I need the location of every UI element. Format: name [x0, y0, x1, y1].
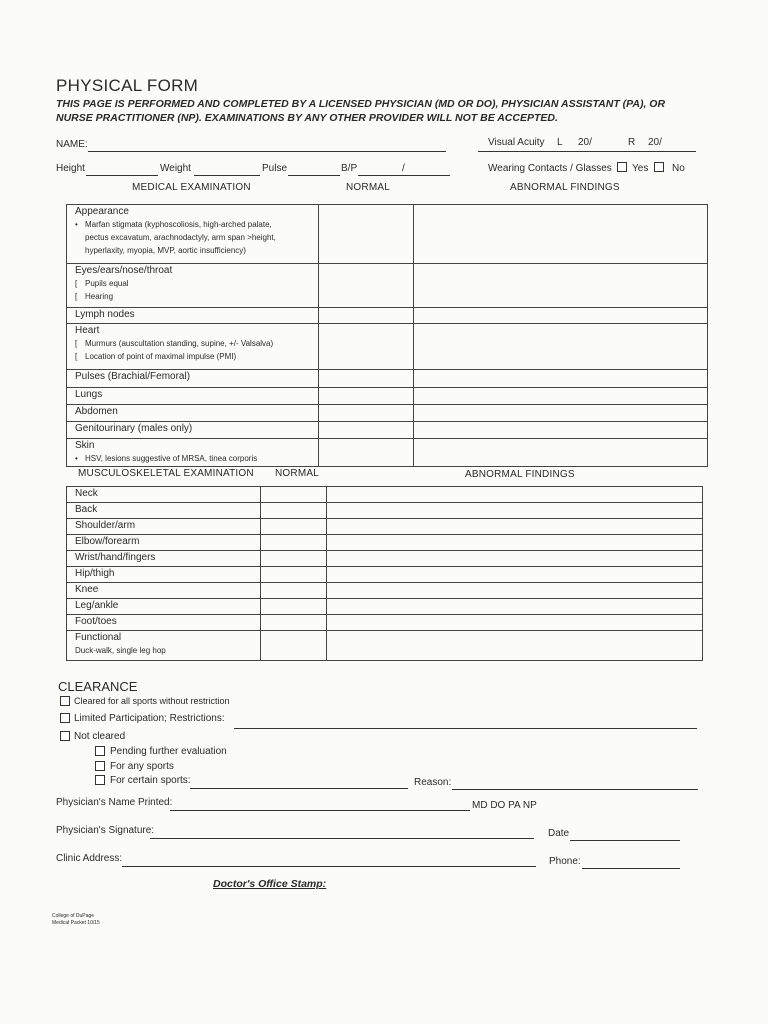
pulse-label: Pulse: [262, 163, 288, 174]
exam-label: Abdomen: [75, 406, 118, 417]
exam-item-appearance: Appearance • Marfan stigmata (kyphoscoliosis, high-arched palate, pectus excavatum, arachnodactyly, arm span >height, hyperlaxity, myopia, MVP, aortic insufficiency): [67, 205, 319, 264]
exam-label: Back: [75, 504, 98, 515]
normal-cell[interactable]: [261, 551, 327, 567]
abnormal-findings-cell[interactable]: [414, 308, 708, 324]
medical-exam-header: MEDICAL EXAMINATION: [132, 182, 251, 193]
musculo-exam-header: MUSCULOSKELETAL EXAMINATION: [78, 468, 254, 479]
exam-item-heart: Heart [ Murmurs (auscultation standing, supine, +/- Valsalva) [ Location of point of maximal impulse (PMI): [67, 324, 319, 370]
exam-item-functional: [67, 631, 261, 661]
exam-label: Lungs: [75, 389, 103, 400]
table-row: [67, 631, 703, 661]
exam-label: Functional: [75, 632, 122, 643]
restrictions-field[interactable]: [234, 728, 697, 729]
exam-sub-item: pectus excavatum, arachnodactyly, arm span >height,: [85, 233, 276, 242]
table-row: [67, 519, 703, 535]
bp-field[interactable]: [358, 175, 450, 176]
table-row: [67, 205, 708, 264]
exam-label: Neck: [75, 488, 98, 499]
exam-item-lymph-nodes: [67, 308, 319, 324]
exam-label: Eyes/ears/nose/throat: [75, 265, 173, 276]
pulse-field[interactable]: [288, 175, 340, 176]
table-row: [67, 535, 703, 551]
normal-cell[interactable]: [261, 535, 327, 551]
normal-cell[interactable]: [261, 487, 327, 503]
table-row: [67, 439, 708, 467]
normal-cell[interactable]: [261, 583, 327, 599]
exam-item-musculo: [67, 519, 261, 535]
exam-item-musculo: [67, 535, 261, 551]
medical-exam-table: [66, 204, 708, 467]
exam-sub-item: HSV, lesions suggestive of MRSA, tinea corporis: [85, 454, 258, 463]
exam-sub-item: Murmurs (auscultation standing, supine, +/- Valsalva): [85, 339, 274, 348]
date-label: Date: [548, 828, 570, 839]
normal-cell[interactable]: [319, 422, 414, 439]
name-label: NAME:: [56, 139, 88, 150]
table-row: [67, 388, 708, 405]
exam-item-eent: Eyes/ears/nose/throat [ Pupils equal [ Hearing: [67, 264, 319, 308]
abnormal-findings-cell[interactable]: [327, 583, 703, 599]
table-row: [67, 615, 703, 631]
pending-evaluation-checkbox[interactable]: [95, 746, 105, 756]
musculo-abnormal-header: ABNORMAL FINDINGS: [465, 469, 575, 480]
clinic-address-field[interactable]: [122, 866, 536, 867]
exam-item-musculo: [67, 551, 261, 567]
phone-label: Phone:: [549, 856, 581, 867]
limited-participation-label: Limited Participation; Restrictions:: [74, 713, 225, 724]
exam-label: Pulses (Brachial/Femoral): [75, 371, 191, 382]
musculo-exam-table: [66, 486, 703, 661]
abnormal-findings-cell[interactable]: [414, 370, 708, 388]
exam-sub-item: hyperlaxity, myopia, MVP, aortic insufficiency): [85, 246, 246, 255]
abnormal-findings-cell[interactable]: [327, 535, 703, 551]
normal-cell[interactable]: [261, 503, 327, 519]
contacts-yes-label: Yes: [632, 163, 649, 174]
physician-name-label: Physician's Name Printed:: [56, 797, 173, 808]
name-field[interactable]: [88, 151, 446, 152]
exam-label: Lymph nodes: [75, 309, 135, 320]
abnormal-findings-cell[interactable]: [327, 567, 703, 583]
visual-acuity-left-label: L: [557, 137, 563, 148]
exam-label: Elbow/forearm: [75, 536, 140, 547]
exam-item-genitourinary: [67, 422, 319, 439]
abnormal-findings-cell[interactable]: [414, 205, 708, 264]
office-stamp-label: Doctor's Office Stamp:: [213, 878, 327, 890]
exam-item-pulses: [67, 370, 319, 388]
normal-cell[interactable]: [319, 405, 414, 422]
phone-field[interactable]: [582, 868, 680, 869]
abnormal-findings-cell[interactable]: [414, 405, 708, 422]
visual-acuity-label: Visual Acuity: [488, 137, 545, 148]
abnormal-findings-cell[interactable]: [414, 324, 708, 370]
clearance-title: CLEARANCE: [58, 679, 138, 694]
weight-field[interactable]: [194, 175, 260, 176]
normal-cell[interactable]: [319, 264, 414, 308]
table-row: [67, 567, 703, 583]
any-sports-checkbox[interactable]: [95, 761, 105, 771]
exam-item-abdomen: [67, 405, 319, 422]
physician-name-field[interactable]: [170, 810, 470, 811]
certain-sports-label: For certain sports:: [110, 775, 191, 786]
visual-acuity-right-label: R: [628, 137, 636, 148]
exam-sub-item: Marfan stigmata (kyphoscoliosis, high-arched palate,: [85, 220, 272, 229]
musculo-normal-header: NORMAL: [275, 468, 319, 479]
certain-sports-checkbox[interactable]: [95, 775, 105, 785]
abnormal-findings-cell[interactable]: [414, 388, 708, 405]
exam-label: Shoulder/arm: [75, 520, 136, 531]
exam-item-musculo: [67, 615, 261, 631]
bp-label: B/P: [341, 163, 358, 174]
clinic-address-label: Clinic Address:: [56, 853, 123, 864]
normal-cell[interactable]: [319, 205, 414, 264]
table-row: [67, 264, 708, 308]
exam-item-musculo: [67, 487, 261, 503]
exam-label: Knee: [75, 584, 99, 595]
table-row: [67, 308, 708, 324]
not-cleared-label: Not cleared: [74, 731, 126, 742]
exam-label: Heart: [75, 325, 100, 336]
table-row: [67, 487, 703, 503]
any-sports-label: For any sports: [110, 761, 174, 772]
abnormal-findings-cell[interactable]: [327, 551, 703, 567]
normal-cell[interactable]: [261, 519, 327, 535]
normal-cell[interactable]: [319, 388, 414, 405]
cleared-all-checkbox[interactable]: [60, 696, 70, 706]
table-row: [67, 503, 703, 519]
table-row: [67, 370, 708, 388]
exam-label: Foot/toes: [75, 616, 117, 627]
abnormal-findings-cell[interactable]: [327, 487, 703, 503]
physician-signature-label: Physician's Signature:: [56, 825, 155, 836]
table-row: [67, 422, 708, 439]
contacts-label: Wearing Contacts / Glasses: [488, 163, 612, 174]
normal-cell[interactable]: [261, 567, 327, 583]
exam-sub-item: Location of point of maximal impulse (PMI): [85, 352, 237, 361]
exam-sub-item: Pupils equal: [85, 279, 129, 288]
weight-label: Weight: [160, 163, 191, 174]
normal-cell[interactable]: [261, 599, 327, 615]
exam-item-musculo: [67, 567, 261, 583]
abnormal-findings-cell[interactable]: [327, 503, 703, 519]
normal-cell[interactable]: [319, 439, 414, 467]
abnormal-findings-cell[interactable]: [414, 422, 708, 439]
exam-item-musculo: [67, 503, 261, 519]
visual-acuity-right-value: 20/: [648, 137, 662, 148]
table-row: [67, 599, 703, 615]
normal-cell[interactable]: [319, 308, 414, 324]
footer-line-2: Medical Packet 10/15: [52, 920, 100, 926]
bp-separator: /: [402, 163, 405, 174]
pending-evaluation-label: Pending further evaluation: [110, 746, 227, 757]
instruction-text: THIS PAGE IS PERFORMED AND COMPLETED BY A LICENSED PHYSICIAN (MD OR DO), PHYSICIAN ASSISTANT (PA), OR NURSE PRACTITIONER (NP). EXAMINATIONS BY ANY OTHER PROVIDER WILL NOT BE ACCEPTED.: [56, 98, 666, 124]
limited-participation-checkbox[interactable]: [60, 713, 70, 723]
table-row: [67, 551, 703, 567]
visual-acuity-field[interactable]: [478, 151, 696, 152]
exam-item-skin: Skin • HSV, lesions suggestive of MRSA, tinea corporis: [67, 439, 319, 467]
table-row: [67, 405, 708, 422]
exam-label: Hip/thigh: [75, 568, 115, 579]
exam-label: Skin: [75, 440, 95, 451]
abnormal-findings-cell[interactable]: [327, 519, 703, 535]
normal-cell[interactable]: [319, 324, 414, 370]
reason-label: Reason:: [414, 777, 452, 788]
contacts-no-label: No: [672, 163, 685, 174]
medical-abnormal-header: ABNORMAL FINDINGS: [510, 182, 620, 193]
exam-sub-item: Hearing: [85, 292, 114, 301]
abnormal-findings-cell[interactable]: [414, 264, 708, 308]
contacts-no-checkbox[interactable]: [654, 162, 664, 172]
medical-normal-header: NORMAL: [346, 182, 390, 193]
exam-item-musculo: [67, 599, 261, 615]
physician-signature-field[interactable]: [150, 838, 534, 839]
normal-cell[interactable]: [261, 615, 327, 631]
cleared-all-label: Cleared for all sports without restriction: [74, 696, 230, 706]
height-field[interactable]: [86, 175, 158, 176]
contacts-yes-checkbox[interactable]: [617, 162, 627, 172]
table-row: [67, 324, 708, 370]
abnormal-findings-cell[interactable]: [327, 631, 703, 661]
abnormal-findings-cell[interactable]: [327, 599, 703, 615]
footer-line-1: College of DuPage: [52, 913, 94, 919]
abnormal-findings-cell[interactable]: [327, 615, 703, 631]
credentials-label: MD DO PA NP: [472, 800, 537, 811]
date-field[interactable]: [570, 840, 680, 841]
reason-field[interactable]: [452, 789, 698, 790]
abnormal-findings-cell[interactable]: [414, 439, 708, 467]
exam-item-lungs: [67, 388, 319, 405]
visual-acuity-left-value: 20/: [578, 137, 592, 148]
exam-label: Wrist/hand/fingers: [75, 552, 156, 563]
certain-sports-field[interactable]: [190, 788, 408, 789]
exam-label: Appearance: [75, 206, 129, 217]
page-title: PHYSICAL FORM: [56, 76, 199, 95]
normal-cell[interactable]: [261, 631, 327, 661]
exam-label: Leg/ankle: [75, 600, 119, 611]
exam-sub-item: Duck-walk, single leg hop: [75, 646, 166, 655]
normal-cell[interactable]: [319, 370, 414, 388]
exam-label: Genitourinary (males only): [75, 423, 193, 434]
height-label: Height: [56, 163, 85, 174]
exam-item-musculo: [67, 583, 261, 599]
table-row: [67, 583, 703, 599]
not-cleared-checkbox[interactable]: [60, 731, 70, 741]
